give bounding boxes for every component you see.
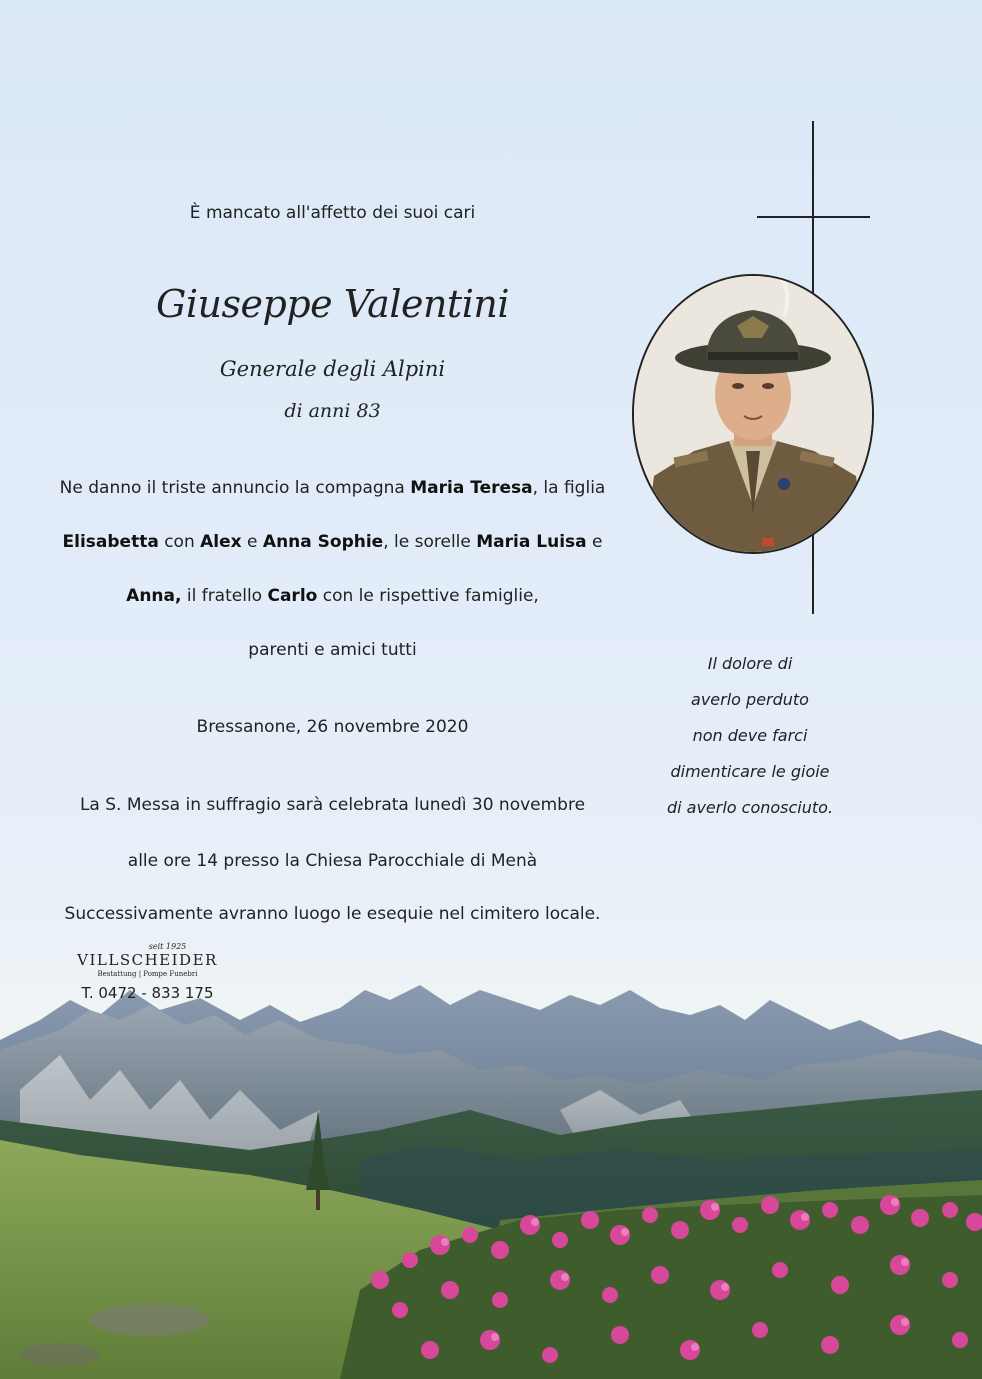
portrait-illustration <box>634 276 872 552</box>
relative-name: Maria Luisa <box>476 532 587 552</box>
quote-line-5: di averlo conosciuto. <box>666 798 834 817</box>
announcement-text: e <box>241 532 263 552</box>
relative-name: Maria Teresa <box>410 478 533 498</box>
announcement-line-2 <box>40 532 625 552</box>
announcement-text: con le rispettive famiglie, <box>317 586 539 606</box>
announcement-text: , le sorelle <box>383 532 477 552</box>
deceased-role: Generale degli Alpini <box>219 357 446 381</box>
funeral-home-name: VILLSCHEIDER <box>77 951 218 969</box>
relative-name: Elisabetta <box>62 532 159 552</box>
quote-line-3: non deve farci <box>692 726 808 745</box>
quote-line-1: Il dolore di <box>707 654 793 673</box>
relative-name: Anna, <box>126 586 182 606</box>
announcement-line-3 <box>40 586 625 606</box>
quote-line-2: averlo perduto <box>691 690 809 709</box>
quote-line-4: dimenticare le gioie <box>670 762 830 781</box>
deceased-age: di anni 83 <box>284 400 381 422</box>
since-label: seit 1925 <box>148 942 187 951</box>
announcement-line-1 <box>40 478 625 498</box>
mountain-landscape <box>0 960 982 1379</box>
announcement-text: e <box>586 532 603 552</box>
funeral-home-subtitle: Bestattung | Pompe Funebri <box>97 970 198 978</box>
mass-line-1: La S. Messa in suffragio sarà celebrata lunedì 30 novembre <box>79 795 586 815</box>
intro-text: È mancato all'affetto dei suoi cari <box>189 203 476 223</box>
relative-name: Carlo <box>267 586 318 606</box>
cross-icon-bar <box>757 216 870 218</box>
announcement-text: con <box>158 532 201 552</box>
portrait-photo <box>632 274 874 554</box>
announcement-text: Ne danno il triste annuncio la compagna <box>59 478 411 498</box>
relative-name: Anna Sophie <box>262 532 384 552</box>
place-date: Bressanone, 26 novembre 2020 <box>196 717 469 737</box>
announcement-line-4: parenti e amici tutti <box>248 640 417 660</box>
mass-line-2: alle ore 14 presso la Chiesa Parocchiale di Menà <box>127 851 538 871</box>
deceased-name: Giuseppe Valentini <box>156 282 509 326</box>
announcement-text: , la figlia <box>532 478 606 498</box>
announcement-text: il fratello <box>181 586 268 606</box>
funeral-home-phone: T. 0472 - 833 175 <box>81 984 214 1002</box>
mass-line-3: Successivamente avranno luogo le esequie nel cimitero locale. <box>64 904 601 924</box>
funeral-home-logo <box>75 942 220 1002</box>
relative-name: Alex <box>200 532 242 552</box>
